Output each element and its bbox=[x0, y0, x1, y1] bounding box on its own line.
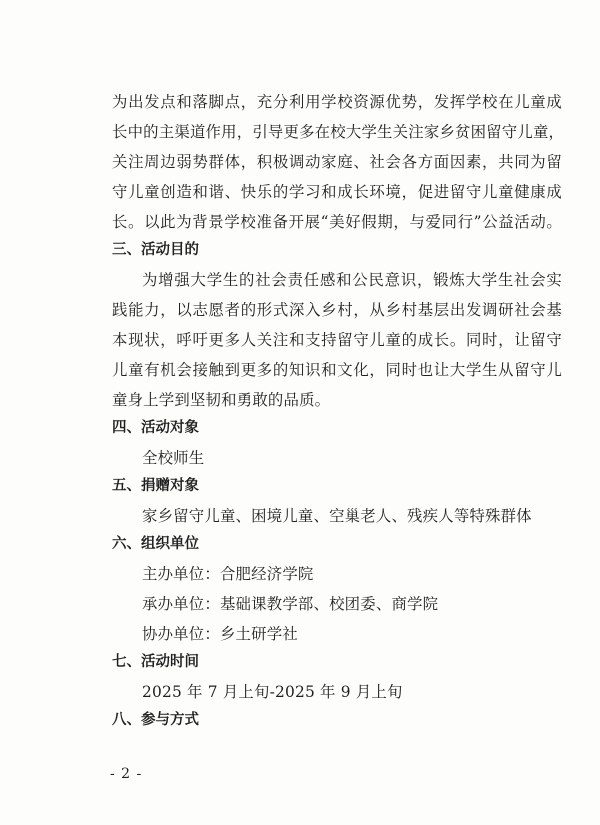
organizer-undertaker: 承办单位：基础课教学部、校团委、商学院 bbox=[142, 595, 439, 613]
section-heading-time: 七、活动时间 bbox=[112, 654, 199, 670]
recipients-text: 家乡留守儿童、困境儿童、空巢老人、残疾人等特殊群体 bbox=[142, 507, 532, 525]
intro-line: 守儿童创造和谐、快乐的学习和成长环境，促进留守儿童健康成 bbox=[112, 183, 562, 201]
intro-line: 关注周边弱势群体，积极调动家庭、社会各方面因素，共同为留 bbox=[112, 153, 562, 171]
purpose-line: 本现状，呼吁更多人关注和支持留守儿童的成长。同时，让留守 bbox=[112, 331, 562, 349]
page-number: - 2 - bbox=[110, 766, 143, 782]
intro-line: 长中的主渠道作用，引导更多在校大学生关注家乡贫困留守儿童， bbox=[112, 123, 565, 141]
section-heading-participation: 八、参与方式 bbox=[112, 712, 199, 728]
organizer-assistant: 协办单位：乡土研学社 bbox=[142, 625, 298, 643]
organizer-host: 主办单位：合肥经济学院 bbox=[142, 565, 314, 583]
purpose-line: 为增强大学生的社会责任感和公民意识，锻炼大学生社会实 bbox=[142, 271, 562, 289]
section-heading-recipients: 五、捐赠对象 bbox=[112, 478, 199, 494]
purpose-line: 践能力，以志愿者的形式深入乡村，从乡村基层出发调研社会基 bbox=[112, 301, 562, 319]
section-heading-participants: 四、活动对象 bbox=[112, 420, 199, 436]
intro-line: 长。以此为背景学校准备开展“美好假期，与爱同行”公益活动。 bbox=[112, 213, 562, 231]
activity-time: 2025 年 7 月上旬-2025 年 9 月上旬 bbox=[142, 683, 403, 701]
participants-text: 全校师生 bbox=[142, 449, 205, 467]
purpose-line: 儿童有机会接触到更多的知识和文化，同时也让大学生从留守儿 bbox=[112, 361, 562, 379]
section-heading-purpose: 三、活动目的 bbox=[112, 242, 199, 258]
purpose-line: 童身上学到坚韧和勇敢的品质。 bbox=[112, 391, 331, 409]
section-heading-organizers: 六、组织单位 bbox=[112, 536, 199, 552]
intro-line: 为出发点和落脚点，充分利用学校资源优势，发挥学校在儿童成 bbox=[112, 93, 562, 111]
